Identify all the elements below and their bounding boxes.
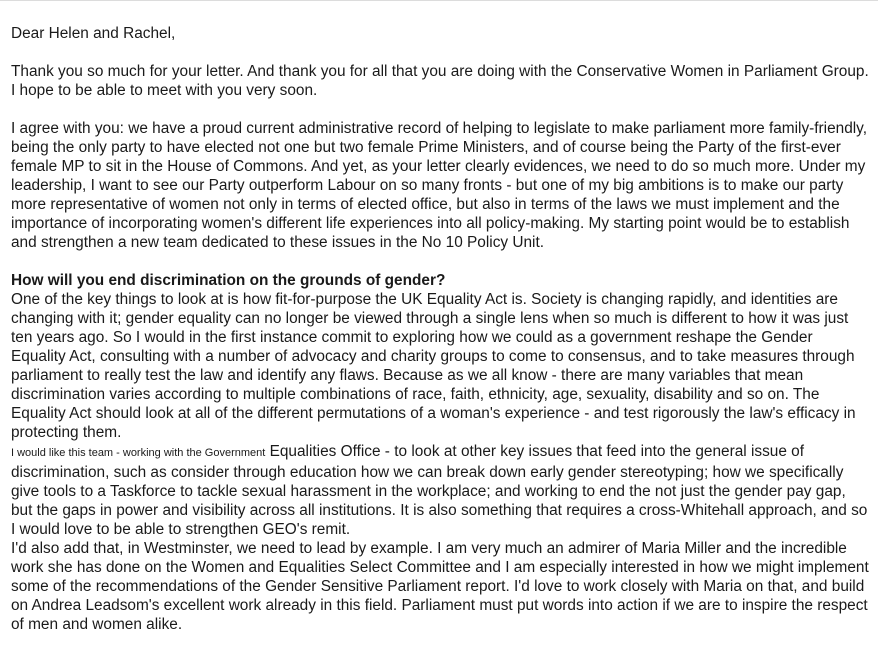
paragraph-spacer xyxy=(11,43,871,62)
section-heading: How will you end discrimination on the grounds of gender? xyxy=(11,272,446,289)
paragraph-team xyxy=(11,442,871,539)
paragraph-spacer xyxy=(11,252,871,271)
paragraph-spacer xyxy=(11,100,871,119)
salutation: Dear Helen and Rachel, xyxy=(11,25,176,42)
paragraph-team-lead: I would like this team - working with the Government xyxy=(11,447,266,459)
paragraph-equality-act: One of the key things to look at is how fit-for-purpose the UK Equality Act is. Society is changing rapidly, and identities are changing with it; gender equality can no longer be viewed through a single lens when so much is different to how it was just ten years ago. So I would in the first instance commit to exploring how we could as a government reshape the Gender Equality Act, consulting with a number of advocacy and charity groups to come to consensus, and to take measures through parliament to really test the law and identify any flaws. Because as we all know - there are many variables that mean discrimination varies according to multiple combinations of race, faith, ethnicity, age, sexuality, disability and so on. The Equality Act should look at all of the different permutations of a woman's experience - and test rigorously the law's efficacy in protecting them. xyxy=(11,291,856,441)
paragraph-thanks: Thank you so much for your letter. And thank you for all that you are doing with the Conservative Women in Parliament Group. I hope to be able to meet with you very soon. xyxy=(11,63,869,99)
paragraph-westminster: I'd also add that, in Westminster, we need to lead by example. I am very much an admirer of Maria Miller and the incredible work she has done on the Women and Equalities Select Committee and I am especially interested in how we might implement some of the recommendations of the Gender Sensitive Parliament report. I'd love to work closely with Maria on that, and build on Andrea Leadsom's excellent work already in this field. Parliament must put words into action if we are to inspire the respect of men and women alike. xyxy=(11,540,869,633)
letter-body xyxy=(11,24,871,634)
paragraph-team-rest: Equalities Office - to look at other key issues that feed into the general issue of discrimination, such as consider through education how we can break down early gender stereotyping; how we specifically give tools to a Taskforce to tackle sexual harassment in the workplace; and working to end the not just the gender pay gap, but the gaps in power and visibility across all institutions. It is also something that requires a cross-Whitehall approach, and so I would love to be able to strengthen GEO's remit. xyxy=(11,443,868,538)
paragraph-agreement: I agree with you: we have a proud current administrative record of helping to legislate to make parliament more family-friendly, being the only party to have elected not one but two female Prime Ministers, and of course being the Party of the first-ever female MP to sit in the House of Commons. And yet, as your letter clearly evidences, we need to do so much more. Under my leadership, I want to see our Party outperform Labour on so many fronts - but one of my big ambitions is to make our party more representative of women not only in terms of elected office, but also in terms of the laws we must implement and the importance of incorporating women's different life experiences into all policy-making. My starting point would be to establish and strengthen a new team dedicated to these issues in the No 10 Policy Unit. xyxy=(11,120,868,251)
top-divider xyxy=(0,0,878,1)
